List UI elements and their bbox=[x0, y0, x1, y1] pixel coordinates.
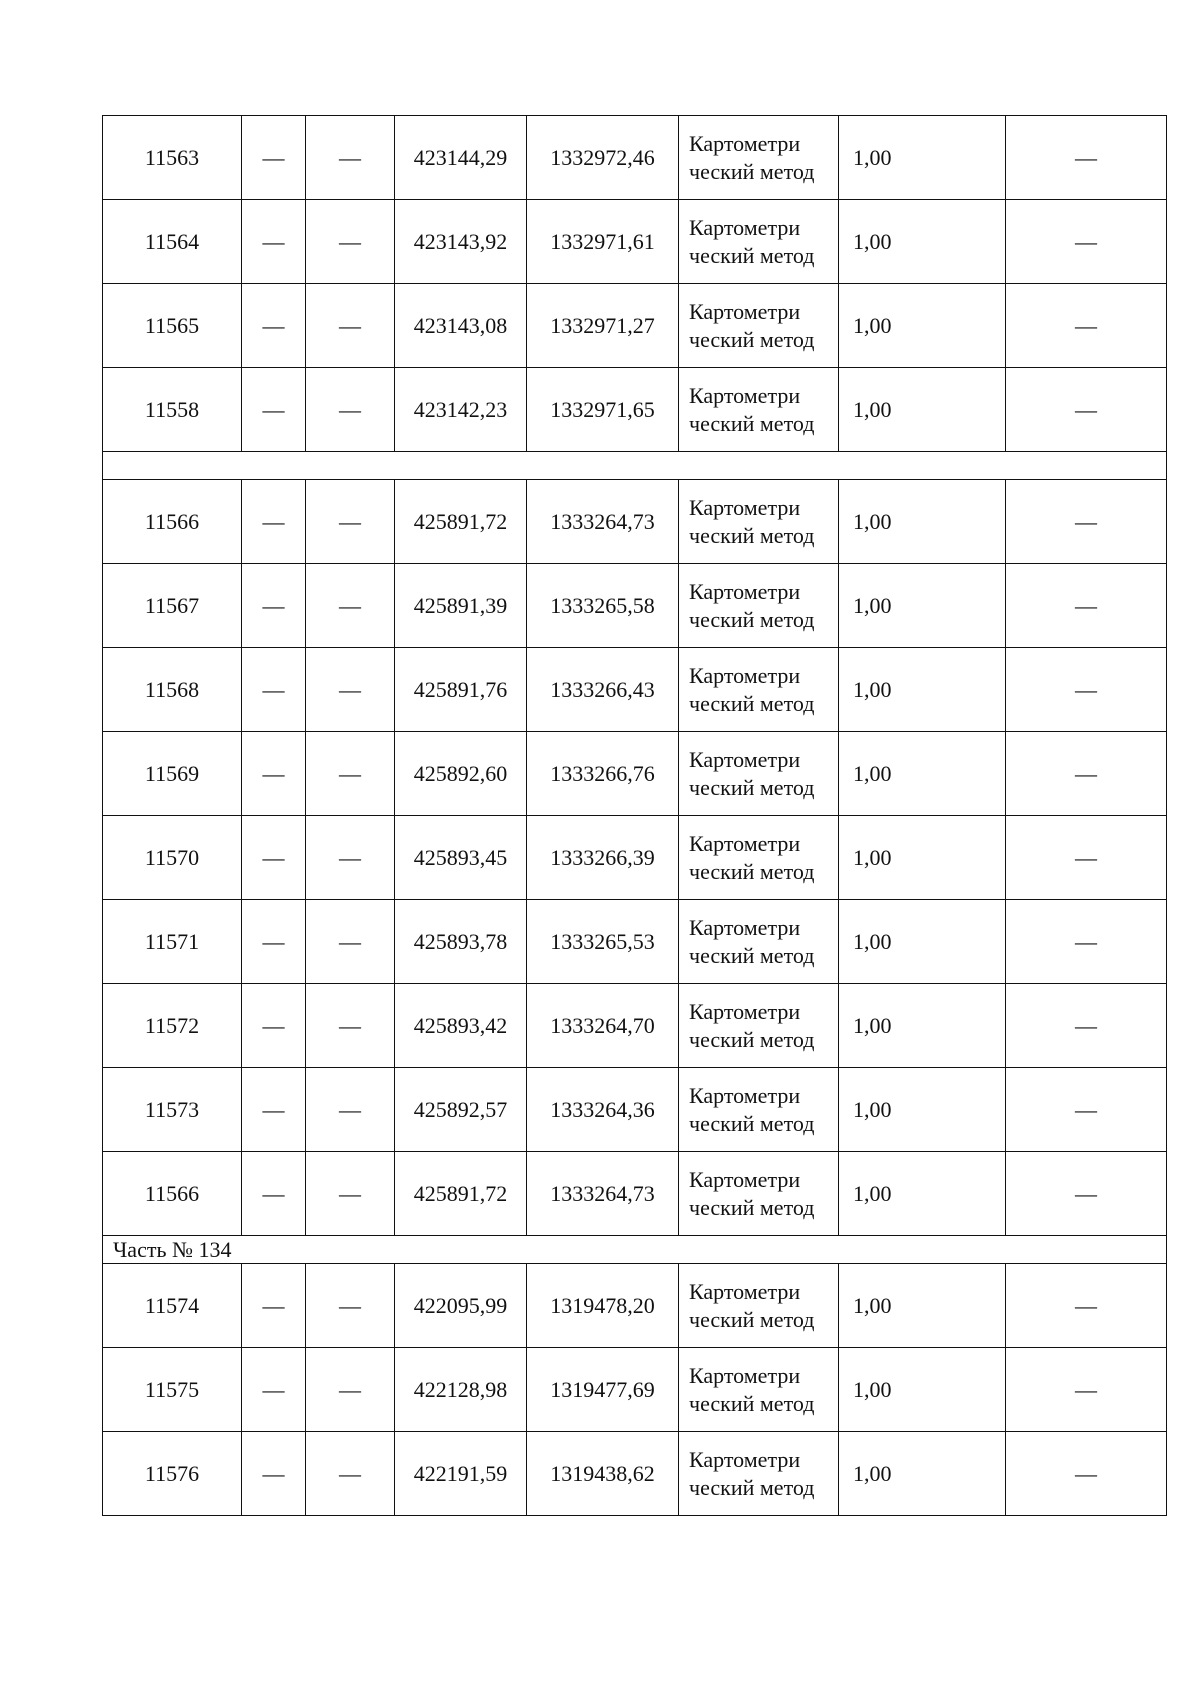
dash-cell: — bbox=[306, 732, 395, 816]
x-coordinate-cell: 423143,92 bbox=[395, 200, 527, 284]
accuracy-cell: 1,00 bbox=[839, 1264, 1006, 1348]
table-row bbox=[103, 1348, 1167, 1432]
point-number-cell: 11571 bbox=[103, 900, 242, 984]
accuracy-cell: 1,00 bbox=[839, 1068, 1006, 1152]
method-cell: Картометри ческий метод bbox=[679, 564, 839, 648]
table-row bbox=[103, 480, 1167, 564]
point-number-cell: 11570 bbox=[103, 816, 242, 900]
table-row bbox=[103, 284, 1167, 368]
dash-cell: — bbox=[1006, 732, 1167, 816]
x-coordinate-cell: 423144,29 bbox=[395, 116, 527, 200]
table-row bbox=[103, 200, 1167, 284]
method-cell: Картометри ческий метод bbox=[679, 1264, 839, 1348]
method-cell: Картометри ческий метод bbox=[679, 816, 839, 900]
point-number-cell: 11572 bbox=[103, 984, 242, 1068]
dash-cell: — bbox=[1006, 900, 1167, 984]
method-cell: Картометри ческий метод bbox=[679, 648, 839, 732]
point-number-cell: 11574 bbox=[103, 1264, 242, 1348]
table-row bbox=[103, 116, 1167, 200]
x-coordinate-cell: 425892,60 bbox=[395, 732, 527, 816]
y-coordinate-cell: 1332971,65 bbox=[527, 368, 679, 452]
dash-cell: — bbox=[242, 900, 306, 984]
y-coordinate-cell: 1332972,46 bbox=[527, 116, 679, 200]
x-coordinate-cell: 425893,42 bbox=[395, 984, 527, 1068]
accuracy-cell: 1,00 bbox=[839, 480, 1006, 564]
method-cell: Картометри ческий метод bbox=[679, 1152, 839, 1236]
dash-cell: — bbox=[306, 984, 395, 1068]
point-number-cell: 11575 bbox=[103, 1348, 242, 1432]
section-header-row bbox=[103, 1236, 1167, 1264]
accuracy-cell: 1,00 bbox=[839, 732, 1006, 816]
method-cell: Картометри ческий метод bbox=[679, 116, 839, 200]
dash-cell: — bbox=[1006, 1152, 1167, 1236]
point-number-cell: 11566 bbox=[103, 1152, 242, 1236]
dash-cell: — bbox=[242, 284, 306, 368]
table-row bbox=[103, 732, 1167, 816]
dash-cell: — bbox=[1006, 1264, 1167, 1348]
dash-cell: — bbox=[306, 900, 395, 984]
method-cell: Картометри ческий метод bbox=[679, 984, 839, 1068]
accuracy-cell: 1,00 bbox=[839, 648, 1006, 732]
method-cell: Картометри ческий метод bbox=[679, 480, 839, 564]
y-coordinate-cell: 1333264,73 bbox=[527, 1152, 679, 1236]
dash-cell: — bbox=[306, 200, 395, 284]
y-coordinate-cell: 1333266,43 bbox=[527, 648, 679, 732]
table-row bbox=[103, 648, 1167, 732]
dash-cell: — bbox=[306, 1348, 395, 1432]
x-coordinate-cell: 423142,23 bbox=[395, 368, 527, 452]
dash-cell: — bbox=[306, 1264, 395, 1348]
dash-cell: — bbox=[1006, 200, 1167, 284]
dash-cell: — bbox=[1006, 1068, 1167, 1152]
dash-cell: — bbox=[1006, 116, 1167, 200]
y-coordinate-cell: 1333265,53 bbox=[527, 900, 679, 984]
point-number-cell: 11558 bbox=[103, 368, 242, 452]
x-coordinate-cell: 422095,99 bbox=[395, 1264, 527, 1348]
dash-cell: — bbox=[242, 1348, 306, 1432]
dash-cell: — bbox=[1006, 284, 1167, 368]
dash-cell: — bbox=[306, 1068, 395, 1152]
table-row bbox=[103, 984, 1167, 1068]
method-cell: Картометри ческий метод bbox=[679, 200, 839, 284]
coordinates-table-body bbox=[103, 116, 1167, 1516]
y-coordinate-cell: 1332971,27 bbox=[527, 284, 679, 368]
accuracy-cell: 1,00 bbox=[839, 900, 1006, 984]
y-coordinate-cell: 1333264,73 bbox=[527, 480, 679, 564]
dash-cell: — bbox=[242, 564, 306, 648]
method-cell: Картометри ческий метод bbox=[679, 1068, 839, 1152]
point-number-cell: 11573 bbox=[103, 1068, 242, 1152]
dash-cell: — bbox=[306, 284, 395, 368]
y-coordinate-cell: 1332971,61 bbox=[527, 200, 679, 284]
dash-cell: — bbox=[242, 1152, 306, 1236]
y-coordinate-cell: 1333266,76 bbox=[527, 732, 679, 816]
table-row bbox=[103, 900, 1167, 984]
y-coordinate-cell: 1333264,70 bbox=[527, 984, 679, 1068]
accuracy-cell: 1,00 bbox=[839, 1432, 1006, 1516]
dash-cell: — bbox=[1006, 1432, 1167, 1516]
accuracy-cell: 1,00 bbox=[839, 1348, 1006, 1432]
x-coordinate-cell: 423143,08 bbox=[395, 284, 527, 368]
coordinates-table bbox=[102, 115, 1167, 1516]
method-cell: Картометри ческий метод bbox=[679, 368, 839, 452]
dash-cell: — bbox=[242, 116, 306, 200]
section-header: Часть № 134 bbox=[103, 1236, 1167, 1264]
dash-cell: — bbox=[242, 368, 306, 452]
dash-cell: — bbox=[1006, 984, 1167, 1068]
table-row bbox=[103, 1068, 1167, 1152]
dash-cell: — bbox=[306, 648, 395, 732]
y-coordinate-cell: 1333265,58 bbox=[527, 564, 679, 648]
point-number-cell: 11568 bbox=[103, 648, 242, 732]
point-number-cell: 11563 bbox=[103, 116, 242, 200]
x-coordinate-cell: 425891,76 bbox=[395, 648, 527, 732]
accuracy-cell: 1,00 bbox=[839, 116, 1006, 200]
dash-cell: — bbox=[1006, 368, 1167, 452]
point-number-cell: 11569 bbox=[103, 732, 242, 816]
dash-cell: — bbox=[242, 1432, 306, 1516]
y-coordinate-cell: 1333266,39 bbox=[527, 816, 679, 900]
method-cell: Картометри ческий метод bbox=[679, 732, 839, 816]
dash-cell: — bbox=[1006, 1348, 1167, 1432]
dash-cell: — bbox=[242, 732, 306, 816]
y-coordinate-cell: 1333264,36 bbox=[527, 1068, 679, 1152]
accuracy-cell: 1,00 bbox=[839, 984, 1006, 1068]
accuracy-cell: 1,00 bbox=[839, 816, 1006, 900]
section-header bbox=[103, 452, 1167, 480]
dash-cell: — bbox=[1006, 480, 1167, 564]
method-cell: Картометри ческий метод bbox=[679, 1432, 839, 1516]
table-row bbox=[103, 816, 1167, 900]
x-coordinate-cell: 425891,72 bbox=[395, 1152, 527, 1236]
dash-cell: — bbox=[306, 1432, 395, 1516]
dash-cell: — bbox=[242, 984, 306, 1068]
x-coordinate-cell: 422128,98 bbox=[395, 1348, 527, 1432]
accuracy-cell: 1,00 bbox=[839, 1152, 1006, 1236]
x-coordinate-cell: 422191,59 bbox=[395, 1432, 527, 1516]
point-number-cell: 11564 bbox=[103, 200, 242, 284]
dash-cell: — bbox=[306, 368, 395, 452]
table-row bbox=[103, 368, 1167, 452]
dash-cell: — bbox=[1006, 564, 1167, 648]
dash-cell: — bbox=[242, 480, 306, 564]
dash-cell: — bbox=[1006, 648, 1167, 732]
dash-cell: — bbox=[242, 816, 306, 900]
method-cell: Картометри ческий метод bbox=[679, 900, 839, 984]
dash-cell: — bbox=[306, 480, 395, 564]
x-coordinate-cell: 425891,39 bbox=[395, 564, 527, 648]
dash-cell: — bbox=[306, 564, 395, 648]
accuracy-cell: 1,00 bbox=[839, 368, 1006, 452]
dash-cell: — bbox=[242, 200, 306, 284]
x-coordinate-cell: 425893,78 bbox=[395, 900, 527, 984]
dash-cell: — bbox=[306, 116, 395, 200]
table-row bbox=[103, 564, 1167, 648]
table-row bbox=[103, 1152, 1167, 1236]
dash-cell: — bbox=[242, 648, 306, 732]
table-row bbox=[103, 1432, 1167, 1516]
dash-cell: — bbox=[1006, 816, 1167, 900]
y-coordinate-cell: 1319477,69 bbox=[527, 1348, 679, 1432]
section-header-row bbox=[103, 452, 1167, 480]
dash-cell: — bbox=[242, 1264, 306, 1348]
point-number-cell: 11567 bbox=[103, 564, 242, 648]
method-cell: Картометри ческий метод bbox=[679, 284, 839, 368]
y-coordinate-cell: 1319438,62 bbox=[527, 1432, 679, 1516]
accuracy-cell: 1,00 bbox=[839, 284, 1006, 368]
point-number-cell: 11566 bbox=[103, 480, 242, 564]
point-number-cell: 11576 bbox=[103, 1432, 242, 1516]
method-cell: Картометри ческий метод bbox=[679, 1348, 839, 1432]
dash-cell: — bbox=[242, 1068, 306, 1152]
accuracy-cell: 1,00 bbox=[839, 564, 1006, 648]
x-coordinate-cell: 425893,45 bbox=[395, 816, 527, 900]
dash-cell: — bbox=[306, 1152, 395, 1236]
x-coordinate-cell: 425892,57 bbox=[395, 1068, 527, 1152]
table-row bbox=[103, 1264, 1167, 1348]
dash-cell: — bbox=[306, 816, 395, 900]
y-coordinate-cell: 1319478,20 bbox=[527, 1264, 679, 1348]
point-number-cell: 11565 bbox=[103, 284, 242, 368]
x-coordinate-cell: 425891,72 bbox=[395, 480, 527, 564]
accuracy-cell: 1,00 bbox=[839, 200, 1006, 284]
